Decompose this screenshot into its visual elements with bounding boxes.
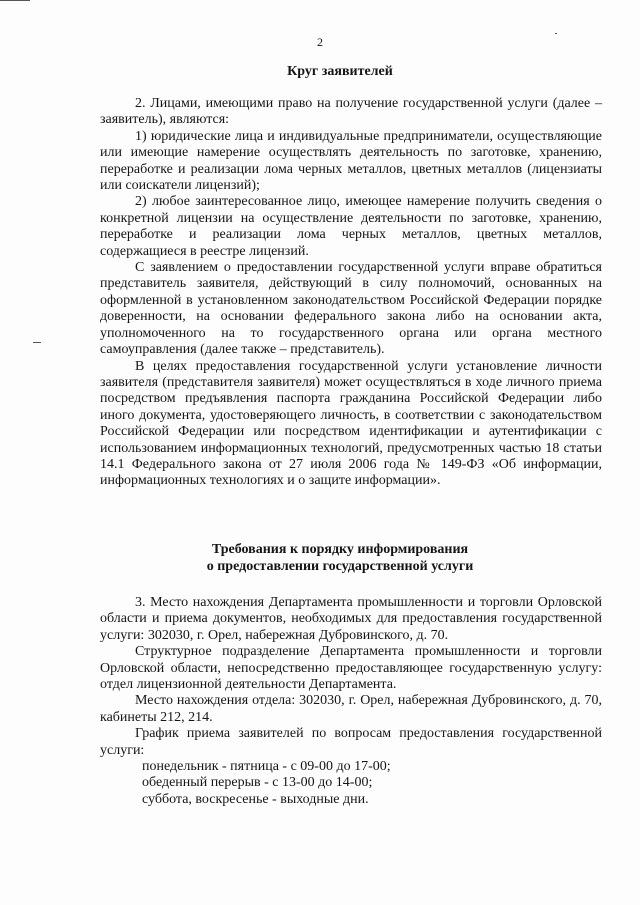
schedule-item: обеденный перерыв - с 13-00 до 14-00; — [142, 775, 373, 791]
schedule-item: суббота, воскресенье - выходные дни. — [142, 791, 369, 807]
schedule-list — [100, 759, 602, 808]
schedule-item: понедельник - пятница - с 09-00 до 17-00; — [142, 759, 391, 775]
paragraph: 1) юридические лица и индивидуальные предприниматели, осуществляющие или имеющие намерение осуществлять деятельность по заготовке, хранению, переработке и реализации лома черных металлов, цветных металлов (лицензиаты или соискатели лицензий); — [100, 128, 602, 194]
paragraph: 2. Лицами, имеющими право на получение государственной услуги (далее – заявитель), являются: — [100, 96, 602, 128]
page-number: 2 — [317, 35, 323, 49]
section-heading-line: Требования к порядку информирования — [211, 542, 469, 557]
paragraph: Место нахождения отдела: 302030, г. Орел, набережная Дубровинского, д. 70, кабинеты 212, 214. — [100, 693, 602, 725]
paragraph: График приема заявителей по вопросам предоставления государственной услуги: — [100, 726, 602, 758]
paragraph: С заявлением о предоставлении государственной услуги вправе обратиться представитель заявителя, действующий в силу полномочий, основанных на оформленной в установленном законодательством Российской Федерации порядке доверенности, на основании федерального закона либо на основании акта, уполномоченного на то государственного органа или органа местного самоуправления (далее также – представитель). — [100, 260, 602, 358]
paragraph: В целях предоставления государственной услуги установление личности заявителя (представителя заявителя) может осуществляться в ходе личного приема посредством предъявления паспорта гражданина Российской Федерации либо иного документа, удостоверяющего личность, в соответствии с законодательством Российской Федерации или посредством идентификации и аутентификации с использованием информационных технологий, предусмотренных частью 18 статьи 14.1 Федерального закона от 27 июля 2006 года № 149-ФЗ «Об информации, информационных технологиях и о защите информации». — [100, 358, 602, 489]
section-heading-line: о предоставлении государственной услуги — [206, 559, 474, 574]
paragraph: 2) любое заинтересованное лицо, имеющее намерение получить сведения о конкретной лицензии на осуществление деятельности по заготовке, хранению, переработке и реализации лома черных металлов, цветных металлов, содержащиеся в реестре лицензий. — [100, 194, 602, 259]
scan-mark-top-left — [0, 0, 30, 1]
paragraph: 3. Место нахождения Департамента промышленности и торговли Орловской области и приема документов, необходимых для предоставления государственной услуги: 302030, г. Орел, набережная Дубровинского, д. 70. — [100, 595, 602, 643]
section-body-applicants — [100, 96, 602, 490]
section-heading-applicants: Круг заявителей — [287, 64, 393, 79]
section-heading-informing — [80, 541, 600, 575]
scan-mark-left-margin — [33, 342, 41, 343]
scan-mark-top-right — [555, 33, 557, 34]
section-body-informing — [100, 595, 602, 808]
paragraph: Структурное подразделение Департамента промышленности и торговли Орловской области, непосредственно предоставляющее государственную услугу: отдел лицензионной деятельности Департамента. — [100, 644, 602, 693]
